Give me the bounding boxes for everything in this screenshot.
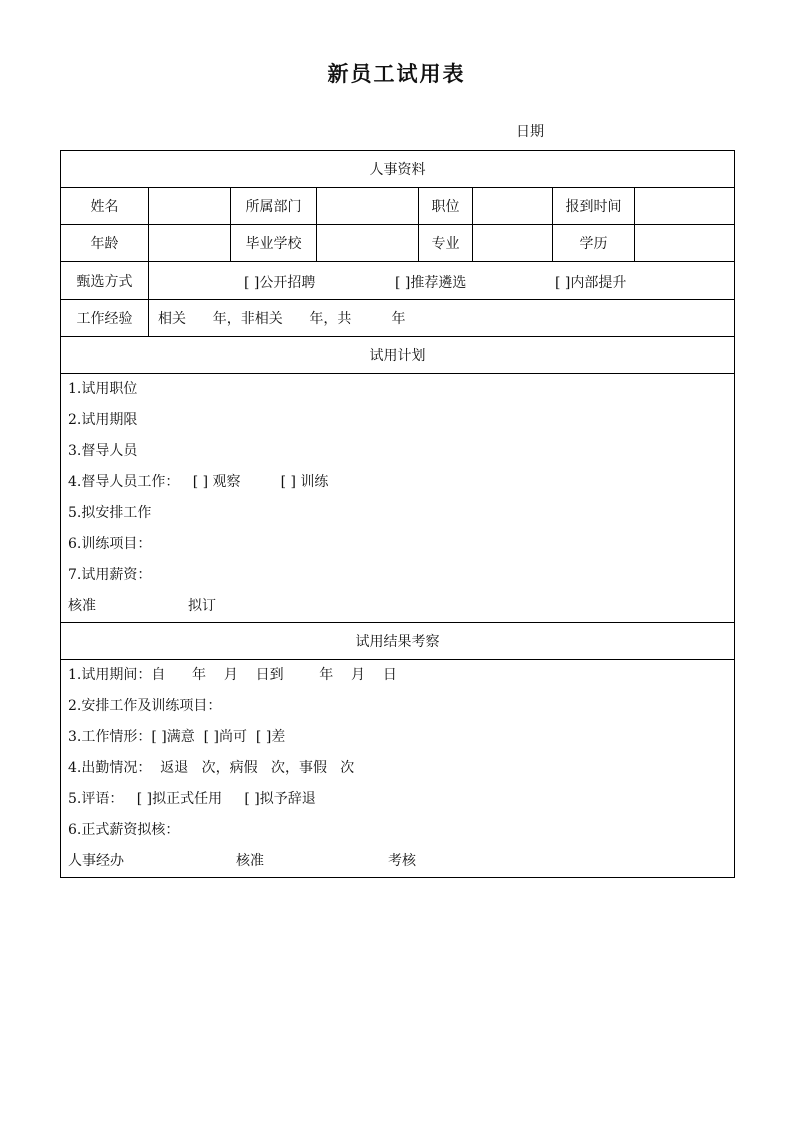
age-row	[61, 225, 735, 262]
result-hr-label: 人事经办	[68, 853, 124, 869]
department-label: 所属部门	[231, 188, 317, 225]
name-label: 姓名	[61, 188, 149, 225]
department-value[interactable]	[317, 188, 419, 225]
age-label: 年龄	[61, 225, 149, 262]
result-review-label: 考核	[388, 853, 416, 869]
personnel-header-row	[61, 151, 735, 188]
selection-row	[61, 262, 735, 300]
experience-value[interactable]: 相关 年，非相关 年，共 年	[149, 300, 735, 337]
education-value[interactable]	[635, 225, 735, 262]
name-value[interactable]	[149, 188, 231, 225]
plan-item-arranged-work: 5.拟安排工作	[68, 505, 152, 521]
form-title: 新员工试用表	[327, 61, 466, 86]
result-signature-line	[61, 846, 734, 877]
education-label: 学历	[553, 225, 635, 262]
result-item-salary: 6.正式薪资拟核：	[68, 822, 180, 838]
plan-item-salary: 7.试用薪资：	[68, 567, 152, 583]
result-body	[61, 660, 735, 878]
plan-approve-label: 核准	[68, 598, 96, 614]
personnel-header: 人事资料	[61, 151, 735, 188]
name-row	[61, 188, 735, 225]
school-label: 毕业学校	[231, 225, 317, 262]
major-label: 专业	[419, 225, 473, 262]
result-item-training: 2.安排工作及训练项目：	[68, 698, 222, 714]
date-label: 日期	[516, 124, 544, 140]
major-value[interactable]	[473, 225, 553, 262]
plan-item-supervisor-work: 4.督导人员工作： [ ] 观察 [ ] 训练	[68, 474, 329, 490]
selection-option-internal[interactable]: [ ]内部提升	[555, 275, 627, 291]
plan-header: 试用计划	[61, 337, 735, 374]
result-item-performance: 3.工作情形：[ ]满意 [ ]尚可 [ ]差	[68, 729, 286, 745]
plan-body-row	[61, 374, 735, 623]
plan-draft-label: 拟订	[188, 598, 216, 614]
plan-item-period: 2.试用期限	[68, 412, 138, 428]
selection-option-recommend[interactable]: [ ]推荐遴选	[395, 275, 467, 291]
selection-label: 甄选方式	[61, 262, 149, 300]
plan-item-position: 1.试用职位	[68, 381, 138, 397]
report-time-label: 报到时间	[553, 188, 635, 225]
experience-label: 工作经验	[61, 300, 149, 337]
plan-header-row	[61, 337, 735, 374]
selection-option-public[interactable]: [ ]公开招聘	[244, 275, 316, 291]
position-value[interactable]	[473, 188, 553, 225]
age-value[interactable]	[149, 225, 231, 262]
trial-form-table	[60, 150, 735, 878]
experience-row	[61, 300, 735, 337]
plan-signature-line	[61, 591, 734, 622]
plan-item-supervisor: 3.督导人员	[68, 443, 138, 459]
plan-item-training: 6.训练项目：	[68, 536, 152, 552]
result-item-comment: 5.评语： [ ]拟正式任用 [ ]拟予辞退	[68, 791, 316, 807]
position-label: 职位	[419, 188, 473, 225]
selection-options	[149, 262, 735, 300]
result-approve-label: 核准	[236, 853, 264, 869]
result-header: 试用结果考察	[61, 623, 735, 660]
school-value[interactable]	[317, 225, 419, 262]
result-body-row	[61, 660, 735, 878]
report-time-value[interactable]	[635, 188, 735, 225]
plan-body	[61, 374, 735, 623]
result-item-period: 1.试用期间：自 年 月 日到 年 月 日	[68, 667, 397, 683]
result-header-row	[61, 623, 735, 660]
result-item-attendance: 4.出勤情况： 返退 次，病假 次，事假 次	[68, 760, 355, 776]
